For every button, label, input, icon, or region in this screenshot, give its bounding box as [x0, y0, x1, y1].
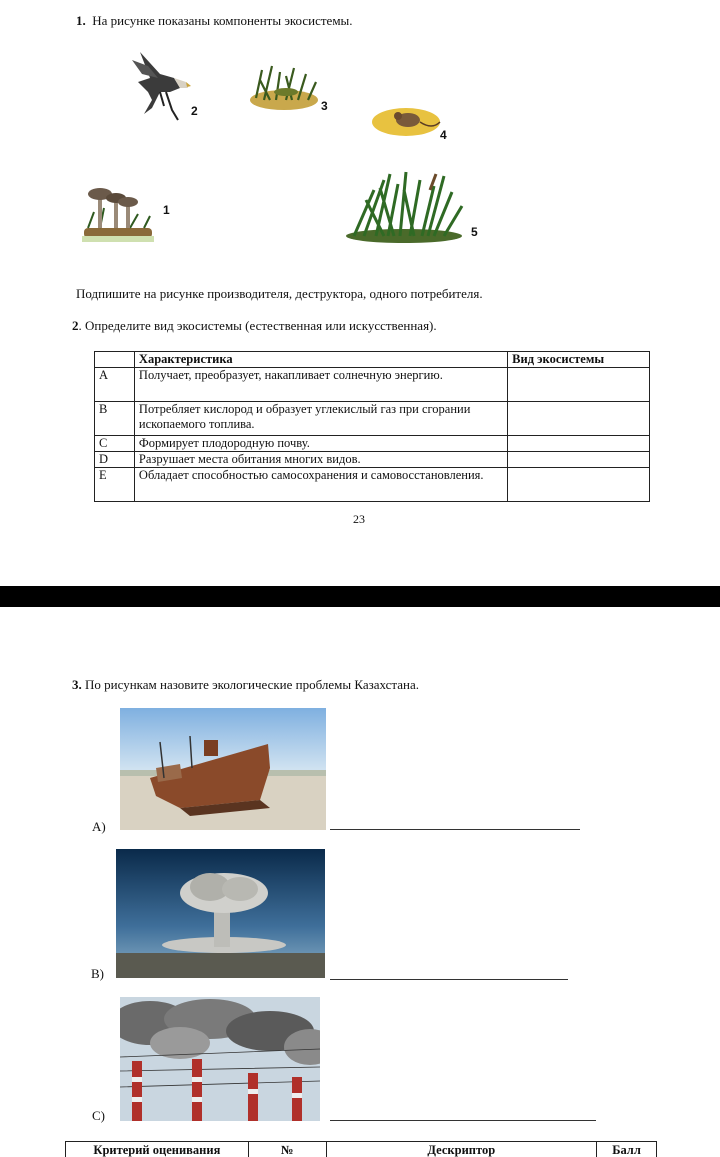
row-characteristic: Потребляет кислород и образует углекислый газ при сгорании ископаемого топлива. — [134, 402, 507, 436]
grasshopper-grass-illustration — [246, 62, 322, 114]
row-kind-cell[interactable] — [508, 468, 650, 502]
aral-sea-ship-photo — [120, 708, 326, 830]
answer-line-b[interactable] — [330, 979, 568, 980]
option-b-label: B) — [91, 966, 104, 981]
grass-illustration — [344, 170, 468, 244]
row-letter: A — [95, 368, 135, 402]
label-3: 3 — [321, 99, 328, 113]
eagle-illustration — [130, 48, 192, 126]
row-kind-cell[interactable] — [508, 368, 650, 402]
row-letter: C — [95, 436, 135, 452]
q2-title-text: . Определите вид экосистемы (естественная или искусственная). — [78, 318, 437, 333]
criteria-header-descriptor: Дескриптор — [326, 1142, 597, 1157]
option-c-label: C) — [92, 1108, 105, 1123]
industrial-pollution-photo — [120, 997, 320, 1121]
table-row — [95, 468, 650, 502]
header-characteristic: Характеристика — [134, 352, 507, 368]
q2-number: 2 — [72, 318, 79, 333]
q3-title — [72, 677, 419, 693]
row-characteristic: Разрушает места обитания многих видов. — [134, 452, 507, 468]
q3-number: 3. — [72, 677, 82, 692]
row-letter: E — [95, 468, 135, 502]
table-row — [95, 368, 650, 402]
row-letter: B — [95, 402, 135, 436]
row-letter: D — [95, 452, 135, 468]
mouse-illustration — [370, 100, 444, 140]
criteria-header-score: Балл — [597, 1142, 657, 1157]
header-kind: Вид экосистемы — [508, 352, 650, 368]
q1-title — [76, 13, 353, 29]
mushrooms-illustration — [80, 178, 156, 246]
label-4: 4 — [440, 128, 447, 142]
q2-title — [72, 318, 437, 334]
row-kind-cell[interactable] — [508, 402, 650, 436]
row-kind-cell[interactable] — [508, 436, 650, 452]
label-5: 5 — [471, 225, 478, 239]
q1-number: 1. — [76, 13, 86, 28]
table-header-row — [95, 352, 650, 368]
page-number: 23 — [353, 512, 365, 526]
row-characteristic: Обладает способностью самосохранения и самовосстановления. — [134, 468, 507, 502]
option-a-label: A) — [92, 819, 106, 834]
page-separator — [0, 586, 720, 607]
table-row — [95, 436, 650, 452]
criteria-header-criterion: Критерий оценивания — [66, 1142, 249, 1157]
label-2: 2 — [191, 104, 198, 118]
q1-instruction: Подпишите на рисунке производителя, деструктора, одного потребителя. — [76, 286, 483, 301]
q3-title-text: По рисункам назовите экологические проблемы Казахстана. — [85, 677, 420, 692]
q1-title-text: На рисунке показаны компоненты экосистемы. — [92, 13, 353, 28]
nuclear-test-photo — [116, 849, 325, 978]
row-characteristic: Получает, преобразует, накапливает солнечную энергию. — [134, 368, 507, 402]
ecosystem-table — [94, 351, 650, 502]
criteria-header-row — [66, 1142, 657, 1157]
row-characteristic: Формирует плодородную почву. — [134, 436, 507, 452]
label-1: 1 — [163, 203, 170, 217]
table-row — [95, 402, 650, 436]
answer-line-a[interactable] — [330, 829, 580, 830]
criteria-header-number: № — [248, 1142, 326, 1157]
row-kind-cell[interactable] — [508, 452, 650, 468]
answer-line-c[interactable] — [330, 1120, 596, 1121]
table-row — [95, 452, 650, 468]
criteria-table — [65, 1141, 657, 1157]
header-letter — [95, 352, 135, 368]
